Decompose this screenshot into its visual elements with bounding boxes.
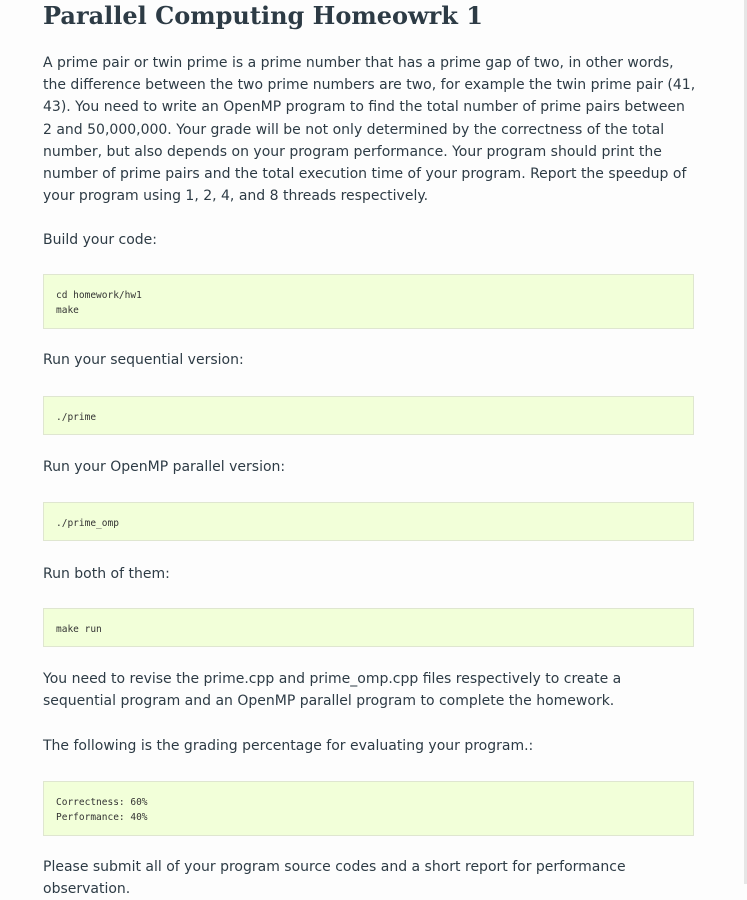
- parallel-label: Run your OpenMP parallel version:: [43, 459, 286, 475]
- both-label: Run both of them:: [43, 566, 170, 582]
- build-label: Build your code:: [43, 232, 158, 248]
- sequential-label: Run your sequential version:: [43, 352, 244, 368]
- both-code-block: make run: [43, 608, 694, 647]
- revise-paragraph: You need to revise the prime.cpp and prime_omp.cpp files respectively to create a sequential program and an OpenMP parallel program to complete the homework.: [43, 671, 622, 710]
- page-title: Parallel Computing Homeowrk 1: [43, 1, 483, 30]
- build-code-block: cd homework/hw1 make: [43, 274, 694, 329]
- intro-paragraph: A prime pair or twin prime is a prime number that has a prime gap of two, in other words, the difference between the two prime numbers are two, for example the twin prime pair (41, 43). You need to write an OpenMP program to find the total number of prime pairs between 2 and 50,000,000. Your grade will be not only determined by the correctness of the total number, but also depends on your program performance. Your program should print the number of prime pairs and the total execution time of your program. Report the speedup of your program using 1, 2, 4, and 8 threads respectively.: [43, 55, 696, 205]
- grading-label: The following is the grading percentage for evaluating your program.:: [43, 738, 534, 754]
- parallel-code-block: ./prime_omp: [43, 502, 694, 541]
- sequential-code-block: ./prime: [43, 396, 694, 435]
- grading-code-block: Correctness: 60% Performance: 40%: [43, 781, 694, 836]
- submit-paragraph: Please submit all of your program source codes and a short report for performance observation.: [43, 859, 626, 898]
